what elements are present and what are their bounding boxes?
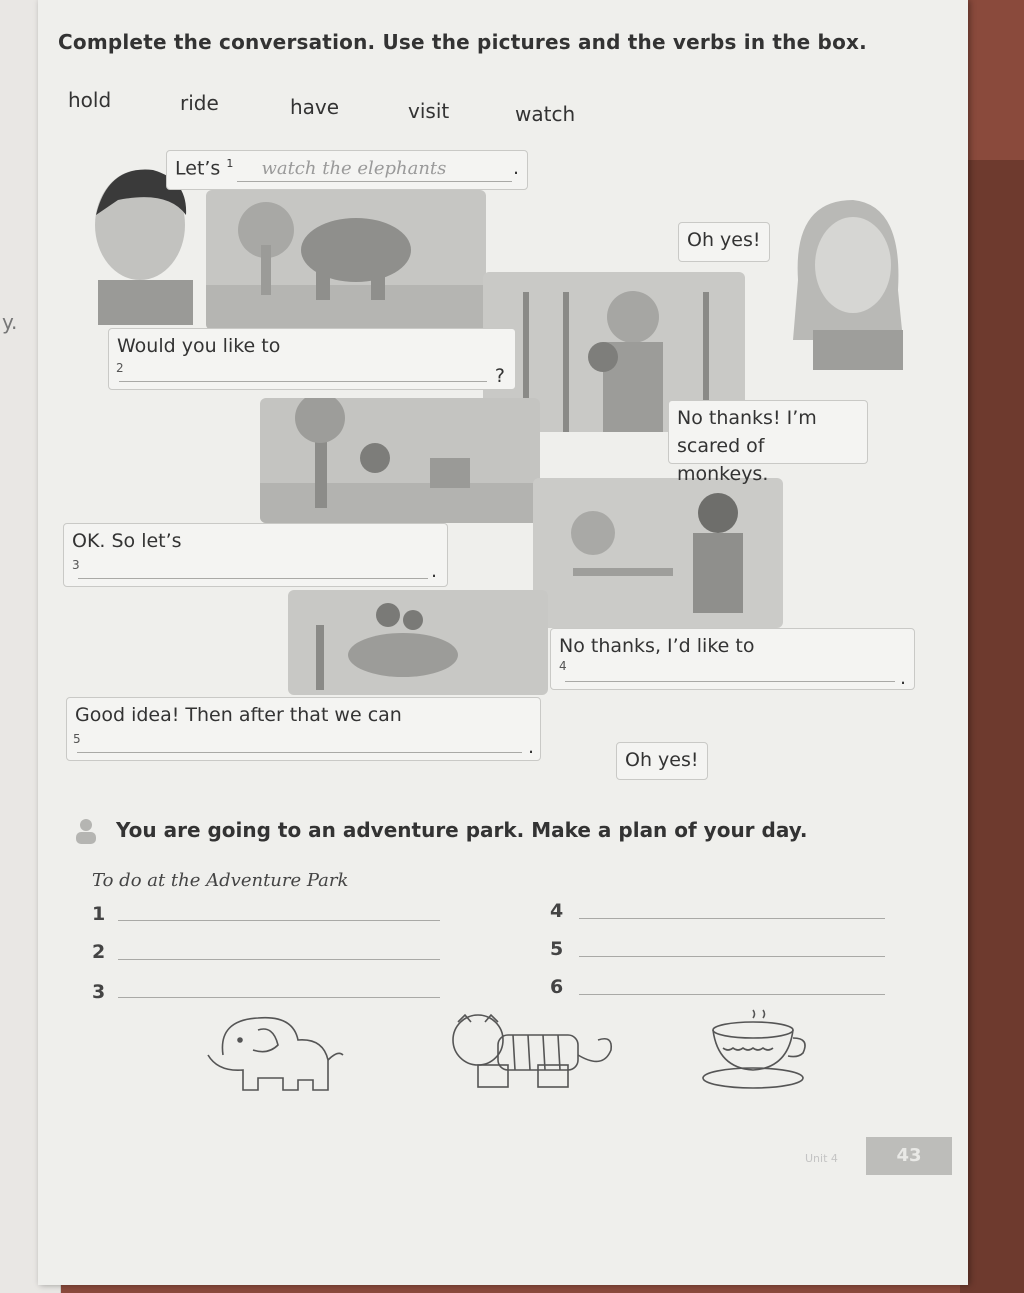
bubble-6-end: . — [899, 667, 906, 689]
gap-2-line[interactable] — [119, 381, 487, 382]
plan-item-3-number: 3 — [92, 981, 106, 1003]
speech-bubble-5 — [63, 523, 448, 587]
plan-item-1-number: 1 — [92, 903, 106, 925]
bubble-3-text: Would you like to — [117, 335, 281, 357]
bubble-8-text: Oh yes! — [625, 749, 699, 771]
bubble-7-text: Good idea! Then after that we can — [75, 704, 402, 726]
bubble-7-end: . — [527, 736, 534, 758]
gap-3-number: 3 — [72, 558, 80, 572]
bubble-2-text: Oh yes! — [687, 229, 761, 251]
speech-bubble-2 — [678, 222, 770, 262]
verb-have: have — [290, 95, 340, 119]
plan-item-2-number: 2 — [92, 941, 106, 963]
desk-background — [960, 160, 1024, 1293]
workbook-page — [38, 0, 968, 1285]
speech-bubble-6 — [550, 628, 915, 690]
speech-bubble-1 — [166, 150, 528, 190]
gap-1-line — [237, 181, 512, 182]
elephant-scene-icon — [206, 190, 486, 330]
gap-3-line[interactable] — [78, 578, 428, 579]
bubble-4-line-2: scared of monkeys. — [677, 435, 769, 485]
gap-1-number: 1 — [226, 157, 234, 170]
cafe-scene-icon — [533, 478, 783, 628]
plan-item-5-line[interactable] — [579, 956, 885, 957]
bubble-6-text: No thanks, I’d like to — [559, 635, 755, 657]
gap-4-number: 4 — [559, 659, 567, 673]
bubble-3-end: ? — [494, 365, 505, 387]
gap-5-line[interactable] — [77, 752, 522, 753]
plan-item-4-line[interactable] — [579, 918, 885, 919]
verb-ride: ride — [180, 91, 219, 115]
plan-item-2-line[interactable] — [118, 959, 440, 960]
gap-2-number: 2 — [116, 361, 124, 375]
speech-bubble-4 — [668, 400, 868, 485]
speech-bubble-8 — [616, 742, 708, 780]
bubble-5-text: OK. So let’s — [72, 530, 182, 552]
verb-visit: visit — [408, 99, 450, 123]
bubble-1-text: Let’s — [175, 157, 221, 180]
plan-item-4-number: 4 — [550, 900, 564, 922]
speech-bubble-7 — [66, 697, 541, 761]
elephants-picture — [206, 190, 486, 330]
tiger-drawing-icon — [443, 1010, 623, 1099]
bubble-1-end: . — [512, 157, 519, 179]
gap-4-line[interactable] — [565, 681, 895, 682]
plan-item-5-number: 5 — [550, 938, 564, 960]
bubble-5-end: . — [430, 560, 437, 582]
camel-ride-picture — [288, 590, 548, 695]
teacup-drawing-icon — [698, 1008, 813, 1097]
picnic-scene-icon — [260, 398, 540, 523]
girl-icon — [773, 190, 913, 370]
pair-work-icon — [74, 818, 98, 848]
gap-5-number: 5 — [73, 732, 81, 746]
plan-title: To do at the Adventure Park — [92, 870, 349, 891]
speech-bubble-3 — [108, 328, 516, 390]
bubble-4-line-1: No thanks! I’m — [677, 407, 817, 429]
page-number: 43 — [866, 1137, 952, 1175]
verb-watch: watch — [515, 102, 576, 126]
unit-label: Unit 4 — [805, 1152, 838, 1165]
plan-item-6-number: 6 — [550, 976, 564, 998]
plan-item-1-line[interactable] — [118, 920, 440, 921]
girl-picture — [773, 190, 913, 370]
picnic-picture — [260, 398, 540, 523]
gap-1-answer[interactable]: watch the elephants — [261, 158, 447, 180]
exercise-2-instruction: You are going to an adventure park. Make a plan of your day. — [116, 818, 808, 842]
plan-item-3-line[interactable] — [118, 997, 440, 998]
elephant-drawing-icon — [198, 1010, 348, 1104]
margin-text: y. — [2, 310, 18, 334]
plan-item-6-line[interactable] — [579, 994, 885, 995]
verb-hold: hold — [68, 88, 112, 112]
camel-scene-icon — [288, 590, 548, 695]
cafe-picture — [533, 478, 783, 628]
exercise-1-instruction: Complete the conversation. Use the pictures and the verbs in the box. — [58, 30, 867, 54]
